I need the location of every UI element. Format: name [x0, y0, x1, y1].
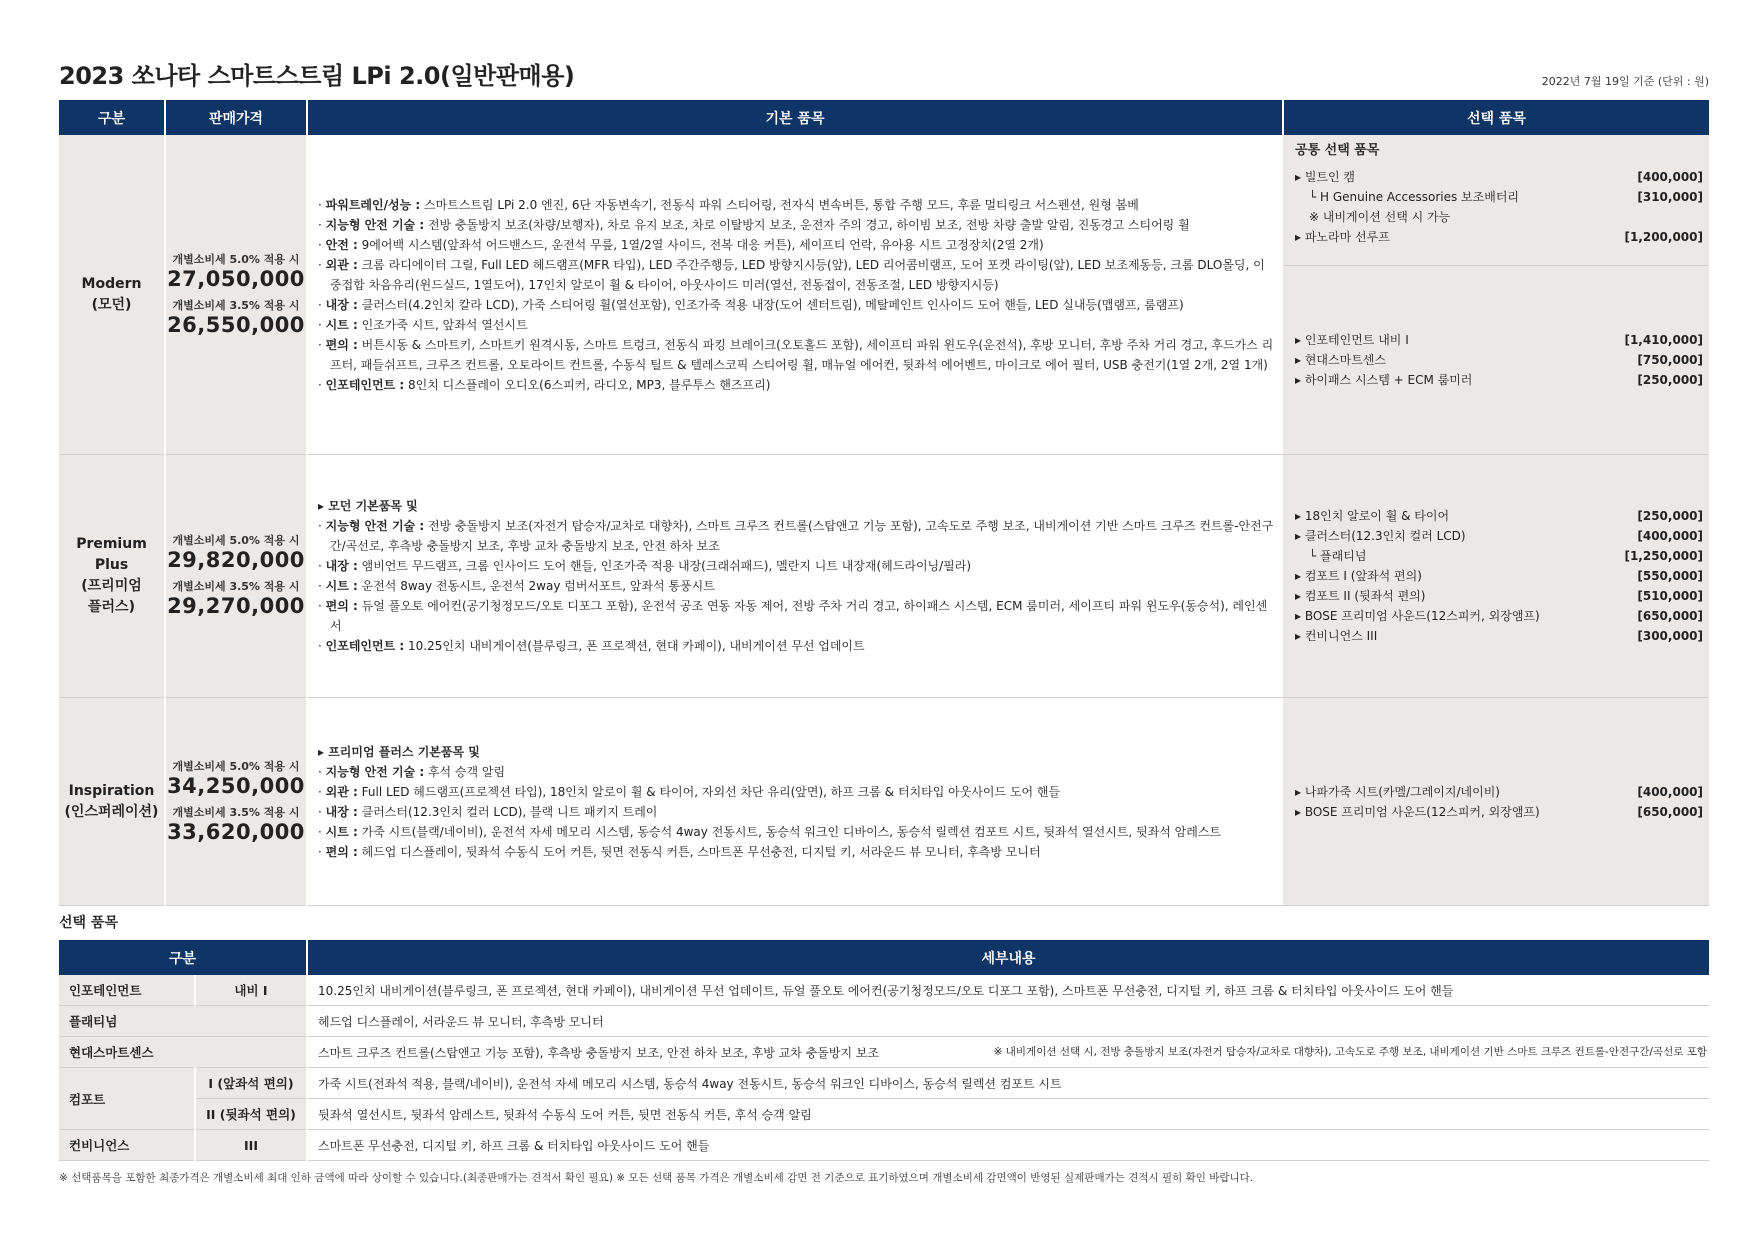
options-section-title: 선택 품목: [59, 915, 118, 931]
trim-row-modern: [59, 135, 1709, 455]
option-row: [59, 1037, 1709, 1068]
price-label-1: 개별소비세 5.0% 적용 시: [172, 252, 300, 266]
price-value-2: 33,620,000: [167, 819, 305, 844]
feature-item: · 시트 : 운전석 8way 전동시트, 운전석 2way 럼버서포트, 앞좌석 통풍시트: [318, 579, 715, 593]
option-label: ▸ 클러스터(12.3인치 컬러 LCD): [1295, 529, 1466, 543]
feature-key: 파워트레인/성능 :: [325, 197, 421, 212]
feature-key: 시트 :: [325, 824, 358, 839]
option-price: [400,000]: [1637, 784, 1703, 799]
feature-value: 버튼시동 & 스마트키, 스마트키 원격시동, 스마트 트렁크, 전동식 파킹 브레이크(오토홀드 포함), 세이프티 파워 윈도우(운전석), 후방 모니터, 후방 주차 거리 경고, 후드가스 리프터, 패들쉬프트, 크루즈 컨트롤, 오토라이트 컨트롤, 수동식 틸트 & 텔레스코픽 스티어링 휠, 매뉴얼 에어컨, 뒷좌석 에어벤트, 마이크로 에어 필터, USB 충전기(1열 2개, 2열 1개): [330, 337, 1274, 372]
feature-item: · 안전 : 9에어백 시스템(앞좌석 어드밴스드, 운전석 무릎, 1열/2열 사이드, 전복 대응 커튼), 세이프티 언락, 유아용 시트 고정장치(2열 2개): [318, 237, 1044, 252]
feature-value: 스마트스트림 LPi 2.0 엔진, 6단 자동변속기, 전동식 파워 스티어링, 전자식 변속버튼, 통합 주행 모드, 후륜 멀티링크 서스펜션, 원형 봄베: [420, 197, 1139, 212]
option-group: 컴포트: [59, 1068, 195, 1130]
trim-row-premium-plus: [59, 455, 1709, 698]
option-item: [1295, 506, 1703, 526]
option-item: [1295, 227, 1703, 247]
option-features: [1283, 455, 1709, 698]
feature-item: · 편의 : 헤드업 디스플레이, 뒷좌석 수동식 도어 커튼, 뒷면 전동식 커튼, 스마트폰 무선충전, 디지털 키, 서라운드 뷰 모니터, 후측방 모니터: [318, 844, 1041, 859]
option-detail: 10.25인치 내비게이션(블루링크, 폰 프로젝션, 현대 카페이), 내비게이션 무선 업데이트, 듀얼 풀오토 에어컨(공기청정모드/오토 디포그 포함), 스마트폰 무선충전, 디지털 키, 하프 크롬 & 터치타입 아웃사이드 도어 핸들: [307, 975, 1709, 1006]
option-label: ▸ 나파가죽 시트(카멜/그레이지/네이비): [1295, 784, 1500, 799]
feature-key: 외관 :: [325, 784, 358, 799]
option-item: [1295, 207, 1703, 227]
option-label: ▸ 18인치 알로이 휠 & 타이어: [1295, 509, 1450, 523]
feature-value: 클러스터(12.3인치 컬러 LCD), 블랙 니트 패키지 트레이: [357, 804, 658, 819]
feature-item: · 파워트레인/성능 : 스마트스트림 LPi 2.0 엔진, 6단 자동변속기, 전동식 파워 스티어링, 전자식 변속버튼, 통합 주행 모드, 후륜 멀티링크 서스펜션, 원형 봄베: [318, 197, 1139, 212]
option-label: ▸ 하이패스 시스템 + ECM 룸미러: [1295, 373, 1473, 387]
feature-key: 지능형 안전 기술 :: [325, 519, 425, 533]
common-options: [1283, 135, 1709, 265]
option-price: [650,000]: [1637, 804, 1703, 819]
option-features: [1283, 135, 1709, 455]
feature-value: Full LED 헤드램프(프로젝션 타입), 18인치 알로이 휠 & 타이어, 자외선 차단 유리(앞면), 하프 크롬 & 터치타입 아웃사이드 도어 핸들: [357, 784, 1061, 799]
option-sub: 내비 I: [195, 975, 307, 1006]
price-label-1: 개별소비세 5.0% 적용 시: [172, 534, 300, 547]
feature-item: · 외관 : 크롬 라디에이터 그릴, Full LED 헤드램프(MFR 타입), LED 주간주행등, LED 방향지시등(앞), LED 리어콤비램프, 도어 포켓 라이팅(앞), LED 보조제동등, 크롬 DLO몰딩, 이중접합 차음유리(윈드실드, 1열도어), 17인치 알로이 휠 & 타이어, 아웃사이드 미러(열선, 전동접이, 전동조절, LED 방향지시등): [318, 257, 1265, 292]
header-option: 선택 품목: [1283, 100, 1709, 135]
basic-features: [307, 135, 1283, 455]
option-item: [1295, 526, 1703, 546]
option-item: [1295, 370, 1703, 390]
footer-note: ※ 선택품목을 포함한 최종가격은 개별소비세 최대 인하 금액에 따라 상이할 수 있습니다.(최종판매가는 견적서 확인 필요) ※ 모든 선택 품목 가격은 개별소비세 감면 전 기준으로 표기하였으며 개별소비세 감면액이 반영된 실제판매가는 견적시 필히 확인 바랍니다.: [59, 1172, 1254, 1184]
trim-options: [1283, 500, 1709, 652]
option-label: ▸ BOSE 프리미엄 사운드(12스피커, 외장앰프): [1295, 804, 1540, 819]
trim-name: Premium Plus (프리미엄 플러스): [59, 455, 165, 698]
feature-key: 내장 :: [325, 804, 358, 819]
option-item: [1295, 167, 1703, 187]
option-item: [1295, 782, 1703, 802]
option-sub: II (뒷좌석 편의): [195, 1099, 307, 1130]
common-options-heading: 공통 선택 품목: [1295, 143, 1380, 158]
feature-key: 외관 :: [325, 257, 358, 272]
feature-item: · 내장 : 클러스터(12.3인치 컬러 LCD), 블랙 니트 패키지 트레이: [318, 804, 658, 819]
option-item: [1295, 187, 1703, 207]
option-row: [59, 1006, 1709, 1037]
option-note: ※ 내비게이션 선택 시, 전방 충돌방지 보조(자전거 탑승자/교차로 대향차), 고속도로 주행 보조, 내비게이션 기반 스마트 크루즈 컨트롤-안전구간/곡선로 포함: [993, 1045, 1707, 1058]
feature-item: [318, 496, 1275, 516]
trim-options: [1283, 776, 1709, 828]
options-header-detail: 세부내용: [307, 940, 1709, 975]
feature-value: 클러스터(4.2인치 칼라 LCD), 가죽 스티어링 휠(열선포함), 인조가죽 적용 내장(도어 센터트림), 메탈페인트 인사이드 도어 핸들, LED 실내등(맵램프, 룸램프): [357, 297, 1184, 312]
price-value-1: 29,820,000: [167, 548, 305, 572]
option-label: ▸ 파노라마 선루프: [1295, 230, 1390, 244]
option-item: [1295, 546, 1703, 566]
feature-item: · 내장 : 앰비언트 무드램프, 크롬 인사이드 도어 핸들, 인조가죽 적용 내장(크래쉬패드), 멜란지 니트 내장재(헤드라이닝/필라): [318, 559, 972, 573]
option-label: ▸ 컴포트 I (앞좌석 편의): [1295, 569, 1422, 583]
price-value-1: 27,050,000: [167, 266, 305, 291]
feature-key: ▸ 프리미엄 플러스 기본품목 및: [318, 744, 480, 759]
option-label: ▸ 인포테인먼트 내비 I: [1295, 333, 1409, 347]
price-value-1: 34,250,000: [167, 773, 305, 798]
feature-value: 헤드업 디스플레이, 뒷좌석 수동식 도어 커튼, 뒷면 전동식 커튼, 스마트폰 무선충전, 디지털 키, 서라운드 뷰 모니터, 후측방 모니터: [357, 844, 1041, 859]
trim-price-table: [59, 100, 1709, 906]
feature-value: 10.25인치 내비게이션(블루링크, 폰 프로젝션, 현대 카페이), 내비게이션 무선 업데이트: [404, 639, 865, 653]
option-item: [1295, 330, 1703, 350]
option-group: 인포테인먼트: [59, 975, 195, 1006]
option-sub: I (앞좌석 편의): [195, 1068, 307, 1099]
feature-value: 가죽 시트(블랙/네이비), 운전석 자세 메모리 시스템, 동승석 4way 전동시트, 동승석 워크인 디바이스, 동승석 릴렉션 컴포트 시트, 뒷좌석 열선시트, 뒷좌석 암레스트: [357, 824, 1222, 839]
feature-item: · 인포테인먼트 : 10.25인치 내비게이션(블루링크, 폰 프로젝션, 현대 카페이), 내비게이션 무선 업데이트: [318, 639, 865, 653]
option-item: [1295, 606, 1703, 626]
option-group: 현대스마트센스: [59, 1037, 307, 1068]
header-price: 판매가격: [165, 100, 307, 135]
options-header-category: 구분: [59, 940, 307, 975]
option-label: ▸ 컴포트 II (뒷좌석 편의): [1295, 589, 1426, 603]
trim-body: [59, 135, 1709, 906]
feature-value: 크롬 라디에이터 그릴, Full LED 헤드램프(MFR 타입), LED 주간주행등, LED 방향지시등(앞), LED 리어콤비램프, 도어 포켓 라이팅(앞), LED 보조제동등, 크롬 DLO몰딩, 이중접합 차음유리(윈드실드, 1열도어), 17인치 알로이 휠 & 타이어, 아웃사이드 미러(열선, 전동접이, 전동조절, LED 방향지시등): [330, 257, 1265, 292]
option-item: [1295, 566, 1703, 586]
price-label-2: 개별소비세 3.5% 적용 시: [172, 580, 300, 593]
feature-key: 시트 :: [325, 317, 358, 332]
trim-name: Modern (모던): [59, 135, 165, 455]
option-price: [400,000]: [1637, 529, 1703, 543]
feature-item: [318, 742, 1275, 762]
options-detail-table: [59, 940, 1709, 1161]
feature-key: 시트 :: [325, 579, 358, 593]
header-category: 구분: [59, 100, 165, 135]
option-label: └ H Genuine Accessories 보조배터리: [1309, 190, 1520, 204]
option-price: [250,000]: [1637, 509, 1703, 523]
option-label: ▸ 현대스마트센스: [1295, 353, 1386, 367]
feature-item: · 지능형 안전 기술 : 후석 승객 알림: [318, 764, 506, 779]
trim-price: [165, 135, 307, 455]
option-price: [650,000]: [1637, 609, 1703, 623]
option-label: ▸ 빌트인 캠: [1295, 170, 1356, 184]
price-label-2: 개별소비세 3.5% 적용 시: [172, 298, 300, 312]
option-label: └ 플래티넘: [1309, 549, 1367, 563]
option-row: [59, 975, 1709, 1006]
option-item: [1295, 802, 1703, 822]
feature-value: 후석 승객 알림: [424, 764, 506, 779]
trim-price: [165, 698, 307, 906]
feature-key: 편의 :: [325, 599, 358, 613]
feature-key: ▸ 모던 기본품목 및: [318, 499, 418, 513]
option-price: [1,410,000]: [1624, 333, 1703, 347]
feature-item: · 외관 : Full LED 헤드램프(프로젝션 타입), 18인치 알로이 휠 & 타이어, 자외선 차단 유리(앞면), 하프 크롬 & 터치타입 아웃사이드 도어 핸들: [318, 784, 1061, 799]
feature-value: 전방 충돌방지 보조(자전거 탑승자/교차로 대향차), 스마트 크루즈 컨트롤(스탑앤고 기능 포함), 고속도로 주행 보조, 내비게이션 기반 스마트 크루즈 컨트롤-안전구간/곡선로, 후측방 충돌방지 보조, 후방 교차 충돌방지 보조, 안전 하차 보조: [330, 519, 1274, 553]
option-label: ※ 내비게이션 선택 시 가능: [1309, 210, 1451, 224]
feature-value: 8인치 디스플레이 오디오(6스피커, 라디오, MP3, 블루투스 핸즈프리): [404, 377, 771, 392]
feature-item: · 지능형 안전 기술 : 전방 충돌방지 보조(자전거 탑승자/교차로 대향차), 스마트 크루즈 컨트롤(스탑앤고 기능 포함), 고속도로 주행 보조, 내비게이션 기반 스마트 크루즈 컨트롤-안전구간/곡선로, 후측방 충돌방지 보조, 후방 교차 충돌방지 보조, 안전 하차 보조: [318, 519, 1274, 553]
feature-value: 운전석 8way 전동시트, 운전석 2way 럼버서포트, 앞좌석 통풍시트: [357, 579, 715, 593]
feature-value: 인조가죽 시트, 앞좌석 열선시트: [357, 317, 528, 332]
price-value-2: 26,550,000: [167, 312, 305, 337]
feature-item: · 인포테인먼트 : 8인치 디스플레이 오디오(6스피커, 라디오, MP3, 블루투스 핸즈프리): [318, 377, 771, 392]
feature-item: · 편의 : 듀얼 풀오토 에어컨(공기청정모드/오토 디포그 포함), 운전석 공조 연동 자동 제어, 전방 주차 거리 경고, 하이패스 시스템, ECM 룸미러, 세이프티 파워 윈도우(동승석), 레인센서: [318, 599, 1268, 633]
option-row: [59, 1068, 1709, 1099]
option-price: [750,000]: [1637, 353, 1703, 367]
option-row: [59, 1130, 1709, 1161]
price-value-2: 29,270,000: [167, 594, 305, 618]
option-price: [510,000]: [1637, 589, 1703, 603]
feature-value: 9에어백 시스템(앞좌석 어드밴스드, 운전석 무릎, 1열/2열 사이드, 전복 대응 커튼), 세이프티 언락, 유아용 시트 고정장치(2열 2개): [357, 237, 1044, 252]
option-label: ▸ 컨비니언스 III: [1295, 629, 1378, 643]
feature-key: 안전 :: [325, 237, 358, 252]
feature-value: 앰비언트 무드램프, 크롬 인사이드 도어 핸들, 인조가죽 적용 내장(크래쉬패드), 멜란지 니트 내장재(헤드라이닝/필라): [357, 559, 972, 573]
feature-item: · 지능형 안전 기술 : 전방 충돌방지 보조(차량/보행자), 차로 유지 보조, 차로 이탈방지 보조, 운전자 주의 경고, 하이빔 보조, 전방 차량 출발 알림, 진동경고 스티어링 휠: [318, 217, 1190, 232]
option-price: [400,000]: [1637, 170, 1703, 184]
feature-key: 편의 :: [325, 844, 358, 859]
feature-key: 내장 :: [325, 297, 358, 312]
feature-key: 편의 :: [325, 337, 358, 352]
date-note: 2022년 7월 19일 기준 (단위 : 원): [1541, 75, 1709, 88]
feature-key: 지능형 안전 기술 :: [325, 217, 425, 232]
option-group: 플래티넘: [59, 1006, 307, 1037]
option-price: [550,000]: [1637, 569, 1703, 583]
header-basic: 기본 품목: [307, 100, 1283, 135]
basic-features: [307, 698, 1283, 906]
feature-item: · 시트 : 인조가죽 시트, 앞좌석 열선시트: [318, 317, 528, 332]
price-label-2: 개별소비세 3.5% 적용 시: [172, 805, 300, 819]
option-item: [1295, 586, 1703, 606]
trim-name: Inspiration (인스퍼레이션): [59, 698, 165, 906]
feature-item: · 편의 : 버튼시동 & 스마트키, 스마트키 원격시동, 스마트 트렁크, 전동식 파킹 브레이크(오토홀드 포함), 세이프티 파워 윈도우(운전석), 후방 모니터, 후방 주차 거리 경고, 후드가스 리프터, 패들쉬프트, 크루즈 컨트롤, 오토라이트 컨트롤, 수동식 틸트 & 텔레스코픽 스티어링 휠, 매뉴얼 에어컨, 뒷좌석 에어벤트, 마이크로 에어 필터, USB 충전기(1열 2개, 2열 1개): [318, 337, 1274, 372]
feature-key: 인포테인먼트 :: [325, 377, 405, 392]
option-sub: III: [195, 1130, 307, 1161]
feature-value: 듀얼 풀오토 에어컨(공기청정모드/오토 디포그 포함), 운전석 공조 연동 자동 제어, 전방 주차 거리 경고, 하이패스 시스템, ECM 룸미러, 세이프티 파워 윈도우(동승석), 레인센서: [330, 599, 1268, 633]
trim-options: [1283, 266, 1709, 454]
option-detail: [307, 1037, 1709, 1068]
feature-item: · 내장 : 클러스터(4.2인치 칼라 LCD), 가죽 스티어링 휠(열선포함), 인조가죽 적용 내장(도어 센터트림), 메탈페인트 인사이드 도어 핸들, LED 실내등(맵램프, 룸램프): [318, 297, 1184, 312]
feature-value: 전방 충돌방지 보조(차량/보행자), 차로 유지 보조, 차로 이탈방지 보조, 운전자 주의 경고, 하이빔 보조, 전방 차량 출발 알림, 진동경고 스티어링 휠: [424, 217, 1190, 232]
option-features: [1283, 698, 1709, 906]
option-item: [1295, 350, 1703, 370]
option-detail: 스마트폰 무선충전, 디지털 키, 하프 크롬 & 터치타입 아웃사이드 도어 핸들: [307, 1130, 1709, 1161]
option-detail: 헤드업 디스플레이, 서라운드 뷰 모니터, 후측방 모니터: [307, 1006, 1709, 1037]
option-price: [1,250,000]: [1624, 549, 1703, 563]
option-group: 컨비니언스: [59, 1130, 195, 1161]
option-detail: 가죽 시트(전좌석 적용, 블랙/네이비), 운전석 자세 메모리 시스템, 동승석 4way 전동시트, 동승석 워크인 디바이스, 동승석 릴렉션 컴포트 시트: [307, 1068, 1709, 1099]
option-detail: 뒷좌석 열선시트, 뒷좌석 암레스트, 뒷좌석 수동식 도어 커튼, 뒷면 전동식 커튼, 후석 승객 알림: [307, 1099, 1709, 1130]
option-price: [310,000]: [1637, 190, 1703, 204]
option-price: [1,200,000]: [1624, 230, 1703, 244]
option-label: ▸ BOSE 프리미엄 사운드(12스피커, 외장앰프): [1295, 609, 1540, 623]
page-title: 2023 쏘나타 스마트스트림 LPi 2.0(일반판매용): [59, 62, 575, 90]
option-detail-text: 스마트 크루즈 컨트롤(스탑앤고 기능 포함), 후측방 충돌방지 보조, 안전 하차 보조, 후방 교차 충돌방지 보조: [318, 1045, 880, 1060]
feature-item: · 시트 : 가죽 시트(블랙/네이비), 운전석 자세 메모리 시스템, 동승석 4way 전동시트, 동승석 워크인 디바이스, 동승석 릴렉션 컴포트 시트, 뒷좌석 열선시트, 뒷좌석 암레스트: [318, 824, 1222, 839]
feature-key: 지능형 안전 기술 :: [325, 764, 425, 779]
price-label-1: 개별소비세 5.0% 적용 시: [172, 759, 300, 773]
feature-key: 인포테인먼트 :: [325, 639, 405, 653]
trim-price: [165, 455, 307, 698]
option-item: [1295, 626, 1703, 646]
trim-row-inspiration: [59, 698, 1709, 906]
option-price: [250,000]: [1637, 373, 1703, 387]
option-row: [59, 1099, 1709, 1130]
basic-features: [307, 455, 1283, 698]
option-price: [300,000]: [1637, 629, 1703, 643]
feature-key: 내장 :: [325, 559, 358, 573]
